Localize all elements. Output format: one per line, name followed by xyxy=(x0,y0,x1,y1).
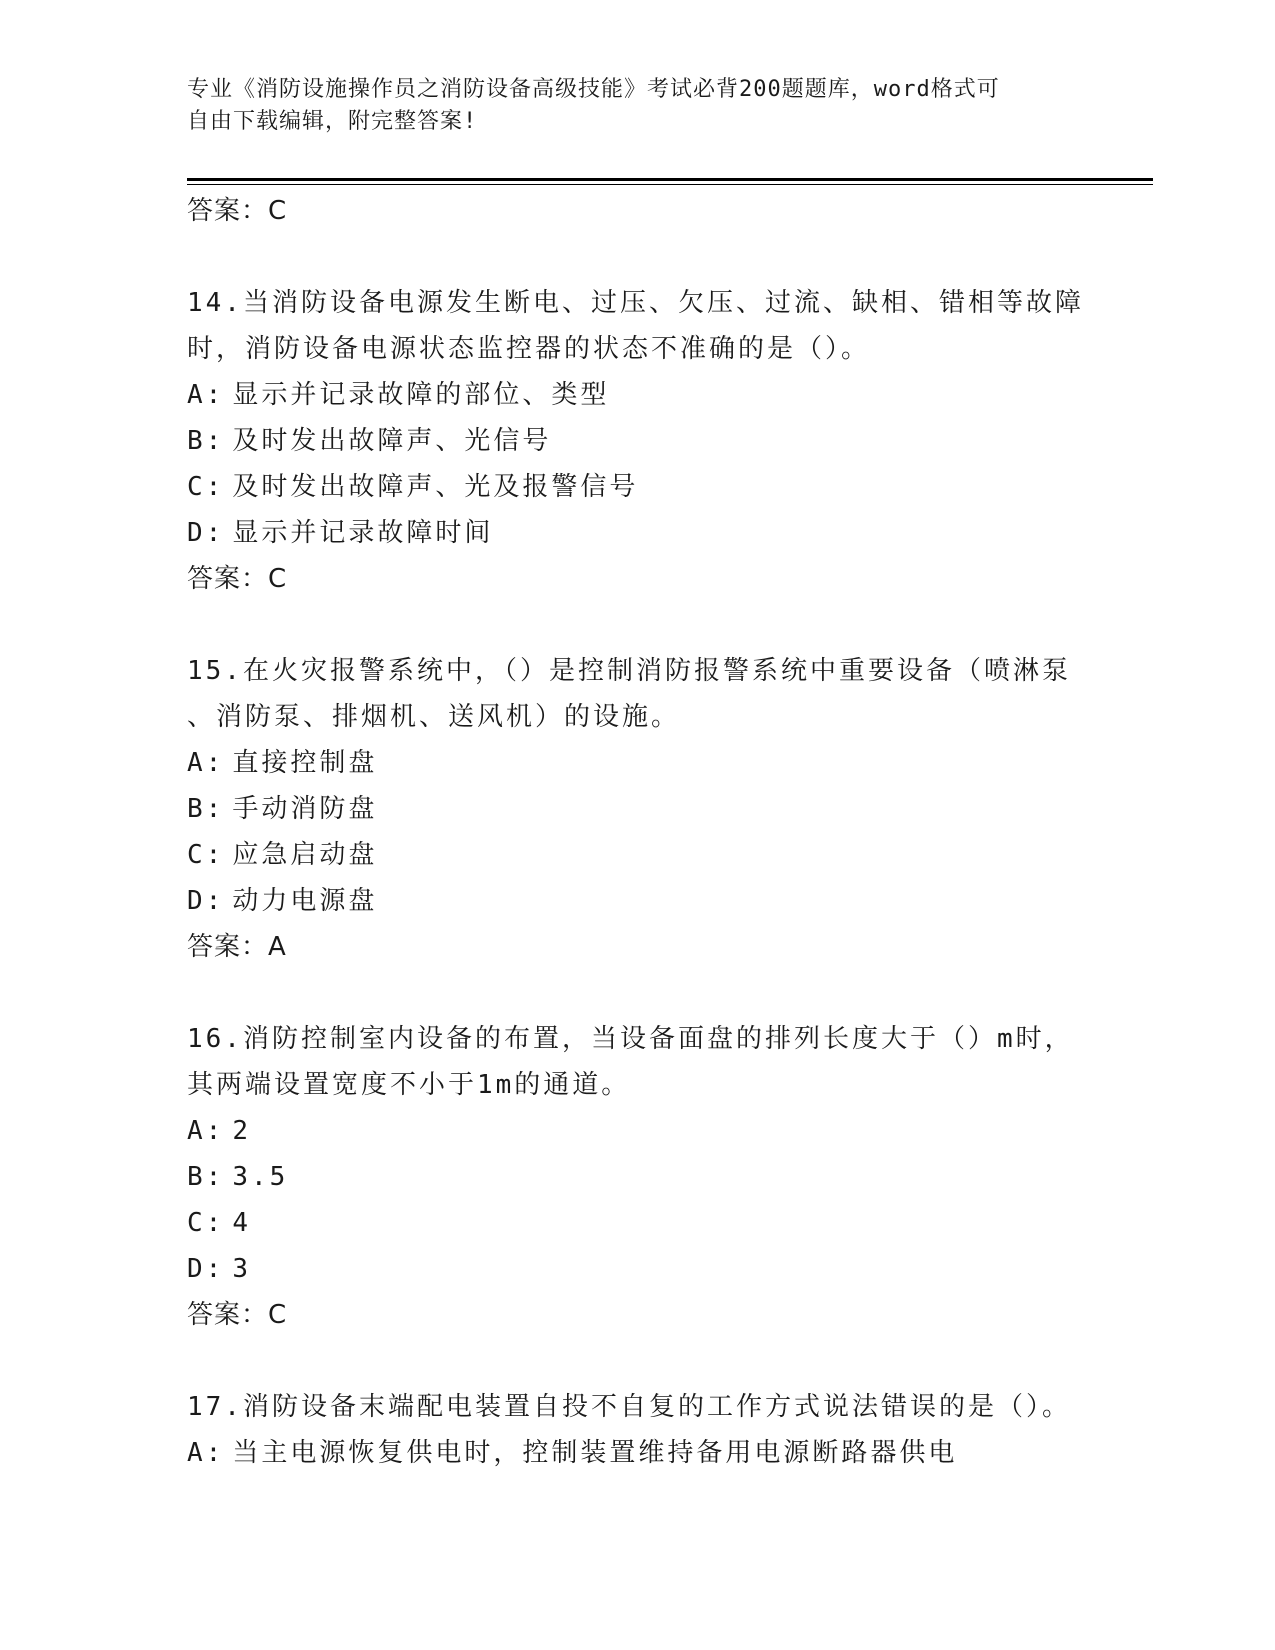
answer-label: 答案： xyxy=(187,1300,269,1330)
question-list xyxy=(187,188,1087,1476)
option-key: D: xyxy=(187,518,225,548)
option-key: C: xyxy=(187,840,225,870)
question-text xyxy=(187,1016,1087,1108)
option-d xyxy=(187,878,1087,924)
question-text xyxy=(187,648,1087,740)
document-header xyxy=(187,74,1067,138)
option-key: D: xyxy=(187,1254,225,1284)
option-text: 3 xyxy=(232,1254,251,1284)
question-text-line: 16.消防控制室内设备的布置，当设备面盘的排列长度大于（）m时， xyxy=(187,1024,1074,1054)
header-line-1: 专业《消防设施操作员之消防设备高级技能》考试必背200题题库，word格式可 xyxy=(187,77,1000,102)
option-key: A: xyxy=(187,1438,225,1468)
answer-value: C xyxy=(268,1300,288,1330)
option-key: C: xyxy=(187,472,225,502)
option-a xyxy=(187,372,1087,418)
option-key: D: xyxy=(187,886,225,916)
option-text: 4 xyxy=(232,1208,251,1238)
question-text xyxy=(187,1384,1087,1430)
option-d xyxy=(187,1246,1087,1292)
option-text: 当主电源恢复供电时，控制装置维持备用电源断路器供电 xyxy=(232,1438,958,1468)
question-text xyxy=(187,280,1087,372)
header-rule-thin xyxy=(187,184,1153,185)
answer-label: 答案： xyxy=(187,196,269,226)
spacer xyxy=(187,970,1087,1016)
option-text: 应急启动盘 xyxy=(232,840,378,870)
option-c xyxy=(187,832,1087,878)
question-text-line: 17.消防设备末端配电装置自投不自复的工作方式说法错误的是（）。 xyxy=(187,1392,1071,1422)
option-text: 3.5 xyxy=(232,1162,289,1192)
question-text-line: 其两端设置宽度不小于1m的通道。 xyxy=(187,1070,631,1100)
option-key: A: xyxy=(187,748,225,778)
option-key: B: xyxy=(187,1162,225,1192)
option-b xyxy=(187,418,1087,464)
option-key: B: xyxy=(187,794,225,824)
option-text: 直接控制盘 xyxy=(232,748,378,778)
answer-line xyxy=(187,1292,1087,1338)
answer-value: C xyxy=(268,196,288,226)
option-key: A: xyxy=(187,1116,225,1146)
option-a xyxy=(187,740,1087,786)
header-rule-thick xyxy=(187,178,1153,181)
option-text: 动力电源盘 xyxy=(232,886,378,916)
option-b xyxy=(187,1154,1087,1200)
question-text-line: 15.在火灾报警系统中，（）是控制消防报警系统中重要设备（喷淋泵 xyxy=(187,656,1071,686)
spacer xyxy=(187,234,1087,280)
question-text-line: 、消防泵、排烟机、送风机）的设施。 xyxy=(187,702,681,732)
answer-value: A xyxy=(268,932,287,962)
question-text-line: 时，消防设备电源状态监控器的状态不准确的是（）。 xyxy=(187,334,871,364)
option-text: 及时发出故障声、光及报警信号 xyxy=(232,472,639,502)
spacer xyxy=(187,602,1087,648)
option-text: 显示并记录故障的部位、类型 xyxy=(232,380,610,410)
answer-line xyxy=(187,188,1087,234)
option-key: B: xyxy=(187,426,225,456)
option-d xyxy=(187,510,1087,556)
option-c xyxy=(187,464,1087,510)
option-c xyxy=(187,1200,1087,1246)
answer-value: C xyxy=(268,564,288,594)
option-key: C: xyxy=(187,1208,225,1238)
answer-line xyxy=(187,924,1087,970)
option-b xyxy=(187,786,1087,832)
answer-line xyxy=(187,556,1087,602)
option-text: 2 xyxy=(232,1116,251,1146)
answer-label: 答案： xyxy=(187,564,269,594)
option-text: 手动消防盘 xyxy=(232,794,378,824)
answer-label: 答案： xyxy=(187,932,269,962)
option-text: 及时发出故障声、光信号 xyxy=(232,426,552,456)
option-a xyxy=(187,1430,1087,1476)
header-line-2: 自由下载编辑，附完整答案! xyxy=(187,109,478,134)
question-text-line: 14.当消防设备电源发生断电、过压、欠压、过流、缺相、错相等故障 xyxy=(187,288,1084,318)
spacer xyxy=(187,1338,1087,1384)
option-text: 显示并记录故障时间 xyxy=(232,518,494,548)
option-a xyxy=(187,1108,1087,1154)
option-key: A: xyxy=(187,380,225,410)
